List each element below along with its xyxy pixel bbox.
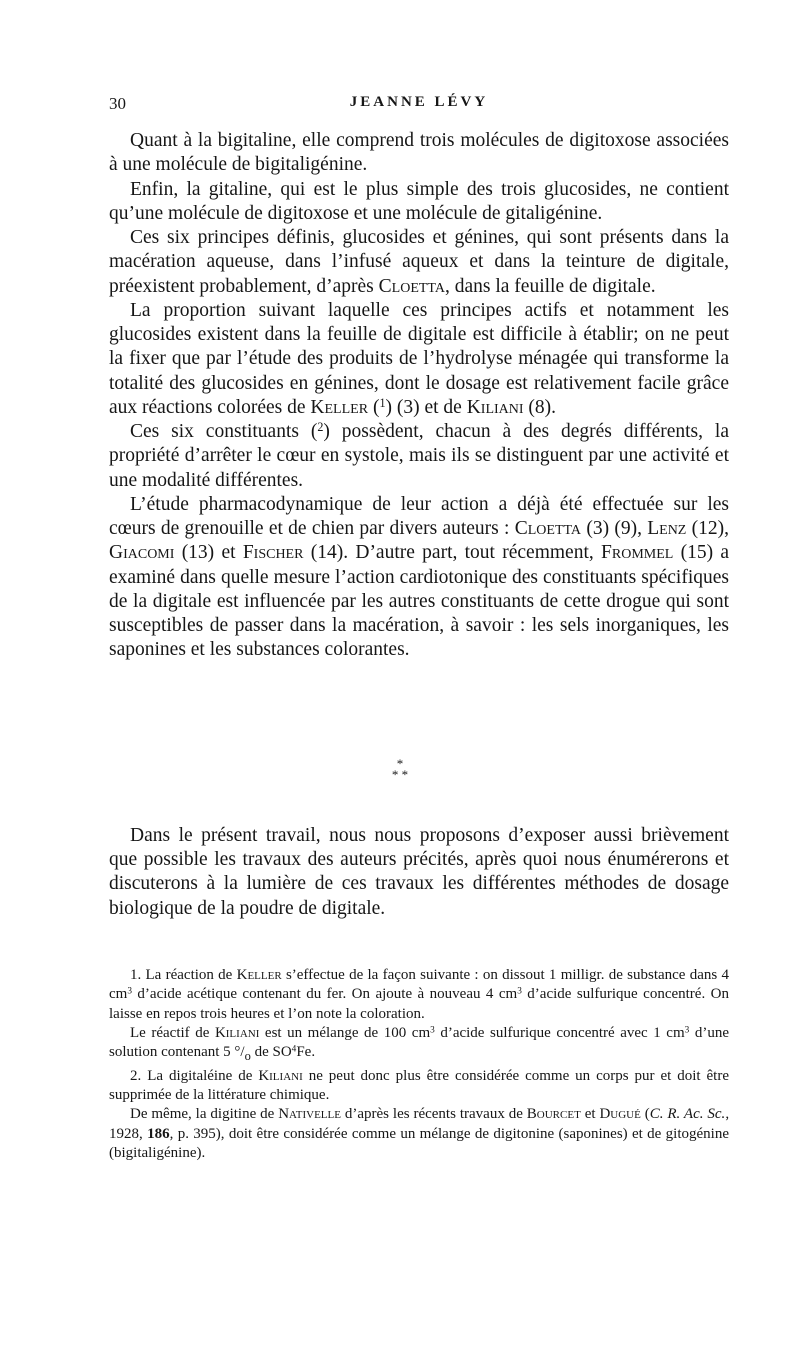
closing-text xyxy=(109,824,729,921)
author-name: Lenz xyxy=(647,518,687,539)
footnote-2: 2. La digitaléine de Kiliani ne peut donc plus être considérée comme un corps pur et doit être supprimée de la littérature chimique. xyxy=(109,1067,730,1104)
author-name: Keller xyxy=(310,396,369,418)
footnote-1-continued: Le réactif de Kiliani est un mélange de 100 $cm^3$ d’acide sulfurique concentré avec 1 $cm^3$ d’une solution contenant 5 $^\circ/_o$ de $SO^4Fe$. xyxy=(109,1025,729,1064)
author-name: Cloetta xyxy=(378,275,445,297)
asterism-top: * xyxy=(396,756,404,771)
paragraph-constituents: Ces six constituants ($^2$) possèdent, chacun à des degrés différents, la propriété d’arrêter le cœur en systole, mais ils se distinguent par une activité et une modalité différentes. xyxy=(109,419,729,491)
footnotes xyxy=(109,966,729,1163)
author-name: Bourcet xyxy=(526,1106,581,1123)
volume-number: 186 xyxy=(147,1125,170,1142)
paragraph-six-principles: Ces six principes définis, glucosides et génines, qui sont présents dans la macération aqueuse, dans l’infusé aqueux et dans la teinture de digitale, préexistent probablement, d’après Cloetta, dans la feuille de digitale. xyxy=(109,227,729,297)
body-text xyxy=(109,129,729,663)
paragraph-gitaline: Enfin, la gitaline, qui est le plus simple des trois glucosides, ne contient qu’une molécule de digitoxose et une molécule de gitaligénine. xyxy=(109,178,729,224)
author-name: Keller xyxy=(236,967,282,983)
author-name: Frommel xyxy=(601,542,674,564)
paragraph-bigitaline: Quant à la bigitaline, elle comprend trois molécules de digitoxose associées à une molécule de bigitaligénine. xyxy=(109,130,729,176)
footnote-ref: 1 xyxy=(379,395,386,410)
paragraph-pharmacodynamic-study: L’étude pharmacodynamique de leur action a déjà été effectuée sur les cœurs de grenouille et de chien par divers auteurs : Cloetta (3) (9), Lenz (12), Giacomi (13) et Fischer (14). D’autre part, tout récemment, Frommel (15) a examiné dans quelle mesure l’action cardiotonique des constituants spécifiques de la digitale est influencée par les autres constituants de cette drogue qui sont susceptibles de passer dans la macération, à savoir : les sels inorganiques, les saponines et les substances colorantes. xyxy=(109,493,730,661)
paragraph-proportion: La proportion suivant laquelle ces principes actifs et notamment les glucosides existent dans la feuille de digitale est difficile à établir; on ne peut la fixer que par l’étude des produits de l’hydrolyse ménagée qui transforme la totalité des glucosides en génines, dont le dosage est relativement facile grâce aux réactions colorées de Keller ($^1$) (3) et de Kiliani (8). xyxy=(109,299,729,418)
author-name: Cloetta xyxy=(514,518,582,539)
author-name: Kiliani xyxy=(214,1025,260,1042)
footnote-ref: 2 xyxy=(317,419,324,434)
running-head xyxy=(109,94,729,116)
author-name: Kiliani xyxy=(466,396,524,418)
running-title: JEANNE LÉVY xyxy=(349,94,489,110)
footnote-1: 1. La réaction de Keller s’effectue de la façon suivante : on dissout 1 milligr. de substance dans 4 $cm^3$ d’acide acétique contenant du fer. On ajoute à nouveau 4 $cm^3$ d’acide sulfurique concentré. On laisse en repos trois heures et l’on note la coloration. xyxy=(109,967,729,1022)
journal-title: C. R. Ac. Sc. xyxy=(649,1106,726,1123)
paragraph-present-work: Dans le présent travail, nous nous proposons d’exposer aussi brièvement que possible les travaux des auteurs précités, après quoi nous énumérerons et discuterons à la lumière de ces travaux les différentes méthodes de dosage biologique de la poudre de digitale. xyxy=(109,825,729,919)
asterism-separator xyxy=(0,758,800,798)
author-name: Nativelle xyxy=(278,1106,341,1123)
asterism-bottom: * * xyxy=(391,767,409,782)
author-name: Dugué xyxy=(599,1106,641,1123)
footnote-2-continued: De même, la digitine de Nativelle d’après les récents travaux de Bourcet et Dugué (C. R. Ac. Sc., 1928, 186, p. 395), doit être considérée comme un mélange de digitonine (saponines) et de gitogénine (bigitaligénine). xyxy=(109,1106,730,1162)
page-number: 30 xyxy=(109,94,126,113)
author-name: Fischer xyxy=(242,542,304,564)
author-name: Kiliani xyxy=(258,1067,303,1084)
author-name: Giacomi xyxy=(109,542,175,564)
